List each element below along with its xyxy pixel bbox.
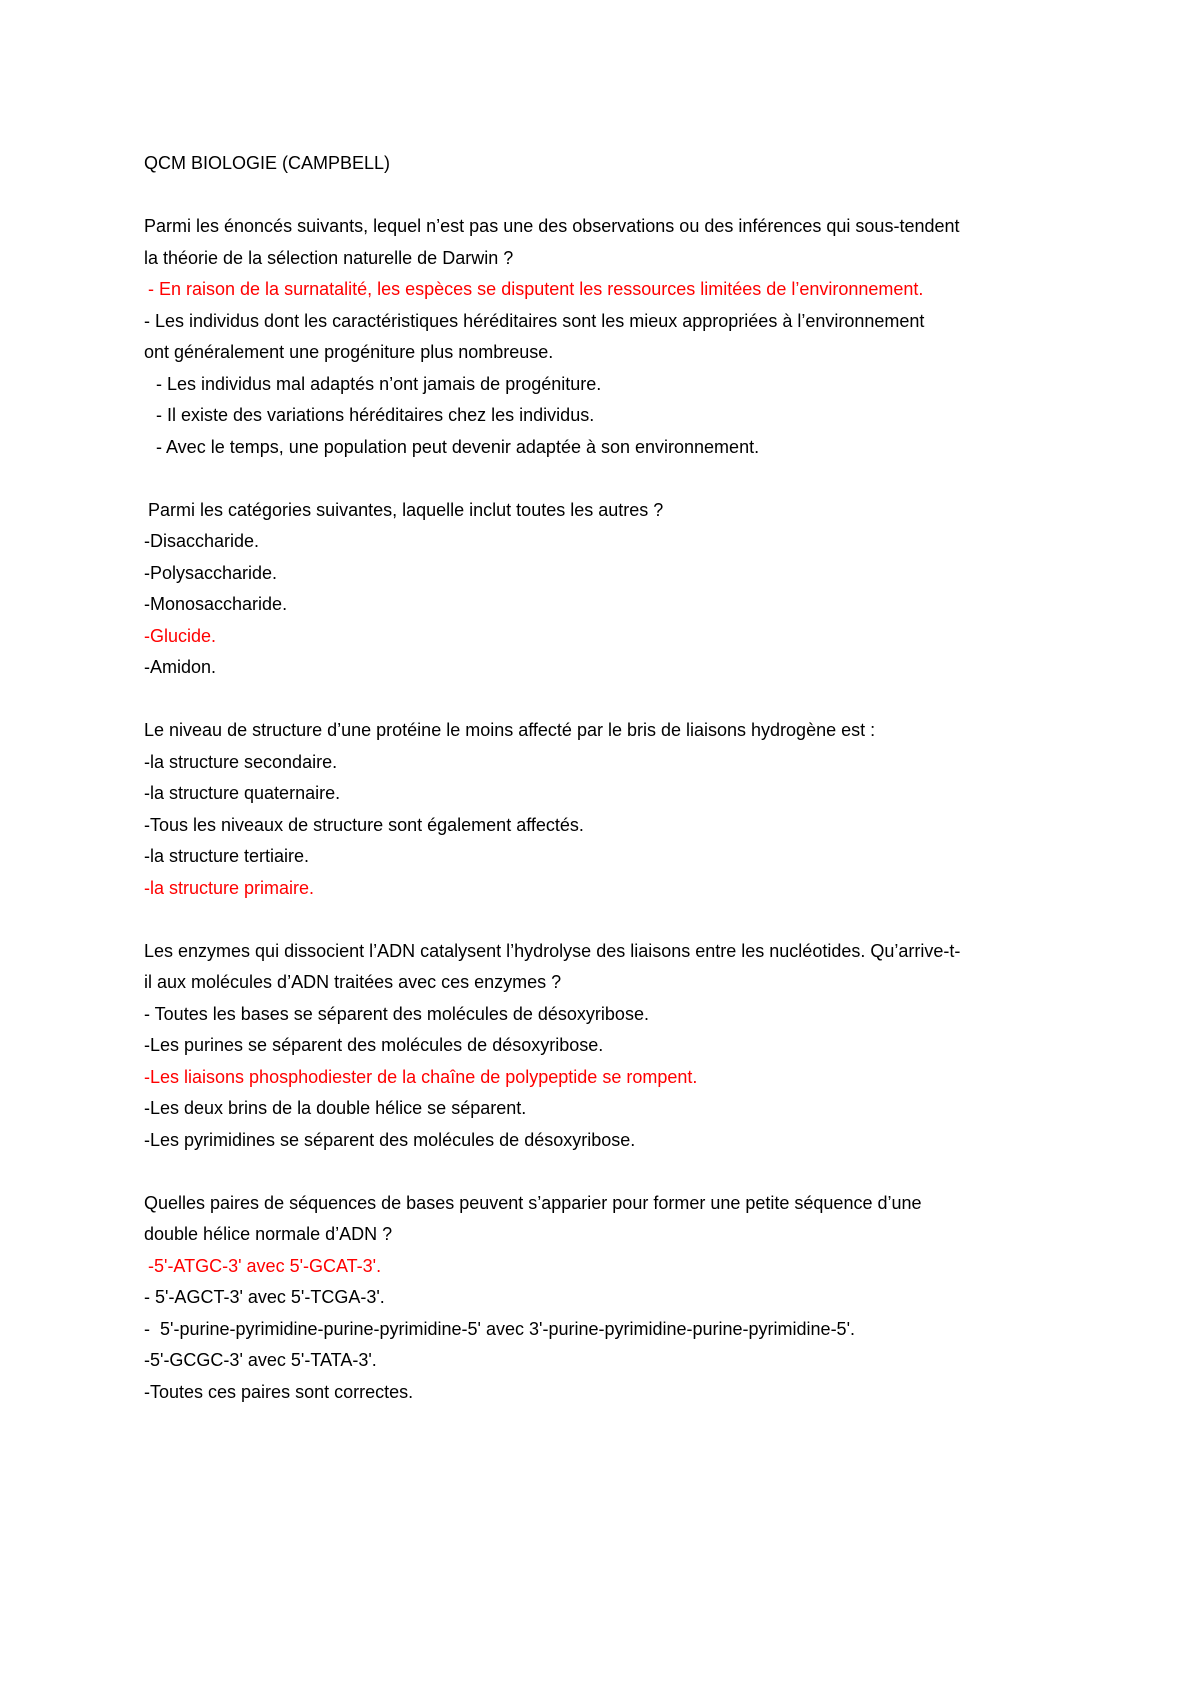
spacer — [144, 1156, 1064, 1188]
answer-option: -Monosaccharide. — [144, 594, 288, 614]
answer-option: -Tous les niveaux de structure sont également affectés. — [144, 814, 584, 835]
spacer — [144, 180, 1064, 212]
answer-option: - Toutes les bases se séparent des molécules de désoxyribose. — [144, 1003, 649, 1024]
question-block-5 — [144, 1188, 1064, 1409]
answer-option: -la structure quaternaire. — [144, 783, 341, 803]
question-text: Parmi les catégories suivantes, laquelle inclut toutes les autres ? — [148, 499, 664, 520]
answer-option-continuation: ont généralement une progéniture plus nombreuse. — [144, 342, 554, 362]
answer-option: -la structure secondaire. — [144, 751, 338, 772]
answer-option: -Les purines se séparent des molécules de désoxyribose. — [144, 1035, 604, 1055]
answer-option: -Polysaccharide. — [144, 562, 278, 583]
question-block-3 — [144, 715, 1064, 904]
answer-option: - Il existe des variations héréditaires chez les individus. — [156, 405, 595, 425]
answer-option: -la structure tertiaire. — [144, 846, 310, 866]
answer-option: -Les pyrimidines se séparent des molécules de désoxyribose. — [144, 1129, 636, 1150]
question-text: il aux molécules d’ADN traitées avec ces enzymes ? — [144, 972, 562, 992]
document-title: QCM BIOLOGIE (CAMPBELL) — [144, 153, 391, 173]
question-block-4 — [144, 936, 1064, 1157]
answer-option: -Toutes ces paires sont correctes. — [144, 1381, 414, 1402]
answer-option: - 5'-purine-pyrimidine-purine-pyrimidine-5' avec 3'-purine-pyrimidine-purine-pyrimidine-5'. — [144, 1318, 856, 1339]
spacer — [144, 684, 1064, 716]
question-block-2 — [144, 495, 1064, 684]
answer-option: -Disaccharide. — [144, 531, 260, 551]
question-text: la théorie de la sélection naturelle de Darwin ? — [144, 247, 514, 268]
answer-option: - 5'-AGCT-3' avec 5'-TCGA-3'. — [144, 1287, 385, 1307]
answer-option: - Avec le temps, une population peut devenir adaptée à son environnement. — [156, 436, 760, 457]
answer-option-correct: -Les liaisons phosphodiester de la chaîne de polypeptide se rompent. — [144, 1066, 698, 1087]
answer-option-correct: -Glucide. — [144, 625, 217, 646]
answer-option: -5'-GCGC-3' avec 5'-TATA-3'. — [144, 1350, 377, 1370]
document-content — [144, 148, 1064, 1408]
answer-option-correct: -la structure primaire. — [144, 877, 315, 898]
question-text: Quelles paires de séquences de bases peuvent s’apparier pour former une petite séquence d’une — [144, 1192, 922, 1213]
question-text: Les enzymes qui dissocient l’ADN catalysent l’hydrolyse des liaisons entre les nucléotides. Qu’arrive-t- — [144, 940, 961, 961]
spacer — [144, 904, 1064, 936]
answer-option: -Amidon. — [144, 657, 217, 677]
question-text: Parmi les énoncés suivants, lequel n’est pas une des observations ou des inférences qui sous-tendent — [144, 216, 960, 236]
answer-option-correct: - En raison de la surnatalité, les espèces se disputent les ressources limitées de l’environnement. — [148, 279, 924, 299]
question-text: double hélice normale d’ADN ? — [144, 1224, 393, 1244]
answer-option: - Les individus mal adaptés n’ont jamais de progéniture. — [156, 373, 602, 394]
spacer — [144, 463, 1064, 495]
question-block-1 — [144, 211, 1064, 463]
question-text: Le niveau de structure d’une protéine le moins affecté par le bris de liaisons hydrogène est : — [144, 720, 876, 740]
answer-option: - Les individus dont les caractéristiques héréditaires sont les mieux appropriées à l’environnement — [144, 310, 925, 331]
answer-option: -Les deux brins de la double hélice se séparent. — [144, 1098, 527, 1118]
answer-option-correct: -5'-ATGC-3' avec 5'-GCAT-3'. — [148, 1255, 382, 1276]
